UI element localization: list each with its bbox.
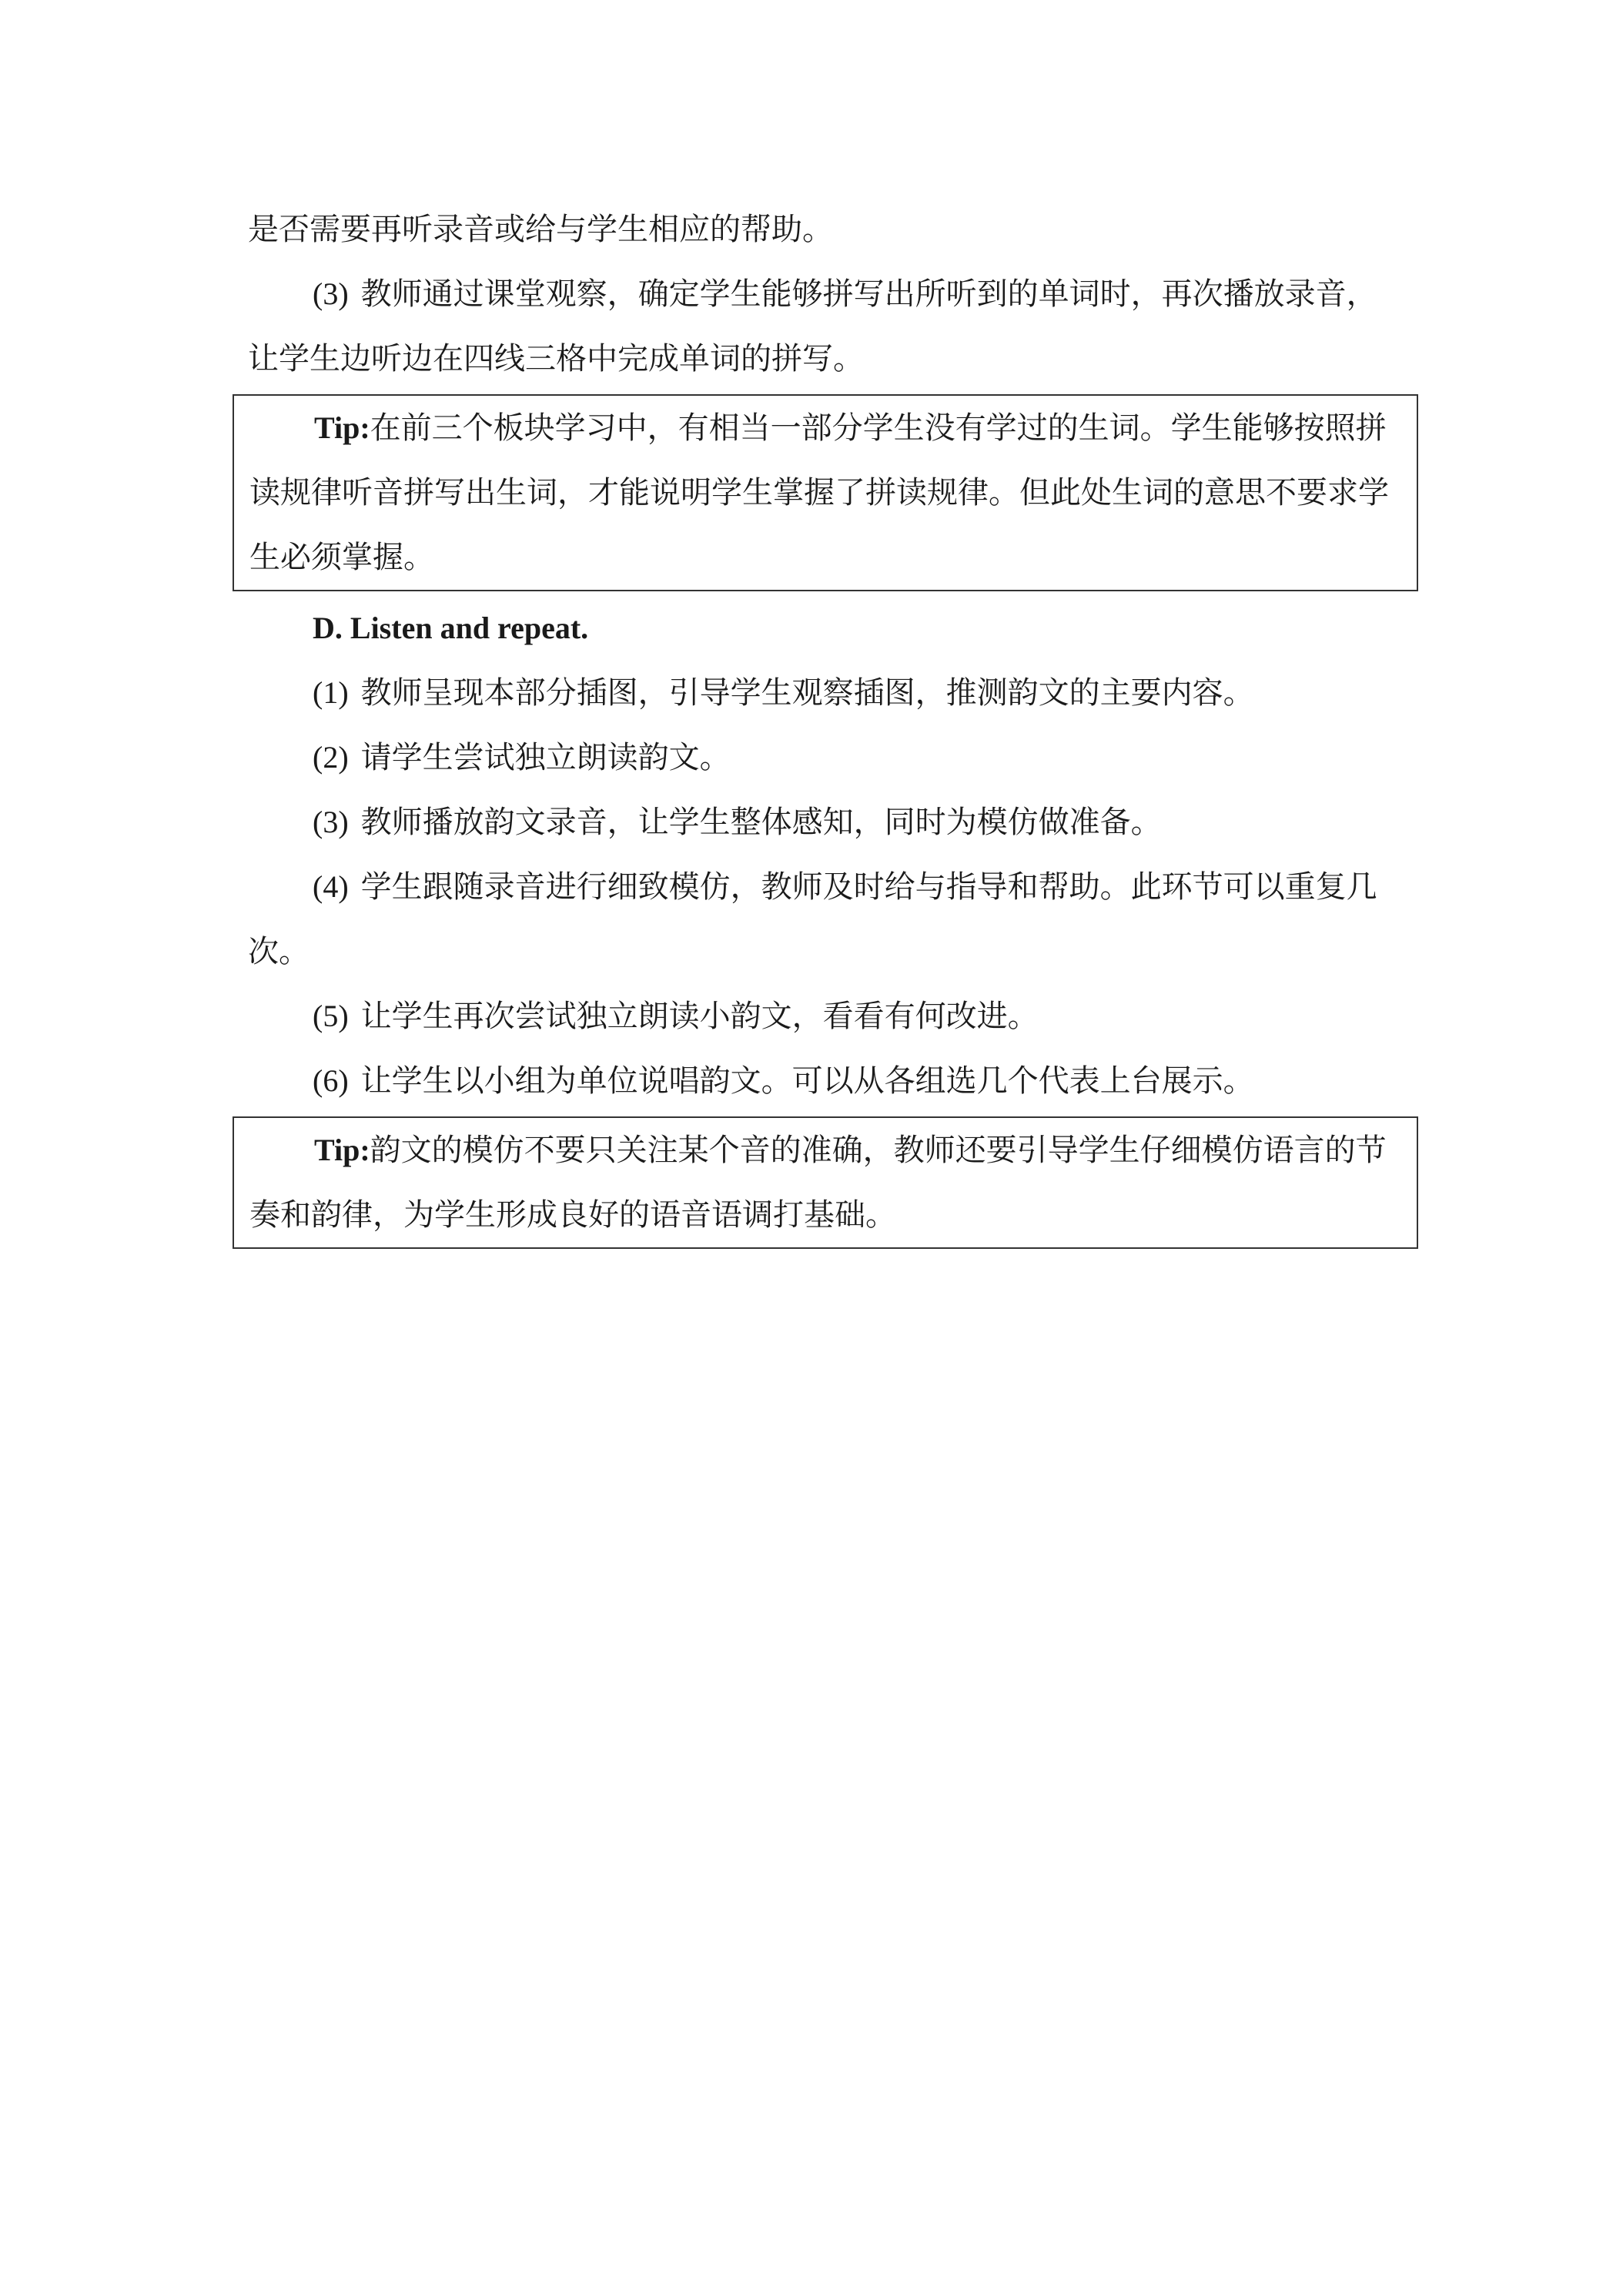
step-number: (3) [313,276,349,311]
step-number: (5) [313,999,349,1033]
step-item [248,661,1403,725]
step-item [248,725,1403,790]
paragraph-continuation: 是否需要再听录音或给与学生相应的帮助。 [248,212,833,247]
step-item [248,1049,1403,1113]
step-number: (3) [313,805,349,839]
tip-paragraph [249,1118,1401,1247]
tip-label: Tip: [314,1133,370,1167]
step-text: 让学生以小组为单位说唱韵文。可以从各组选几个代表上台展示。 [360,1063,1254,1099]
tip-box-2 [233,1116,1418,1249]
step-text: 教师呈现本部分插图，引导学生观察插图，推测韵文的主要内容。 [360,675,1254,711]
tip-paragraph [249,396,1401,590]
section-heading-d: D. Listen and repeat. [313,611,589,645]
step-item [248,984,1403,1049]
tip-text: 在前三个板块学习中，有相当一部分学生没有学过的生词。学生能够按照拼读规律听音拼写出生词，才能说明学生掌握了拼读规律。但此处生词的意思不要求学生必须掌握。 [249,410,1389,575]
step-text: 教师播放韵文录音，让学生整体感知，同时为模仿做准备。 [360,805,1162,840]
step-item [248,855,1403,984]
tip-box-1 [233,394,1418,591]
step-text: 学生跟随录音进行细致模仿，教师及时给与指导和帮助。此环节可以重复几次。 [248,869,1377,969]
document-page [248,197,1403,1253]
step-item [248,790,1403,855]
step-number: (6) [313,1063,349,1098]
step-number: (1) [313,675,349,710]
tip-label: Tip: [314,410,370,445]
paragraph-step-3 [248,262,1403,391]
step-number: (2) [313,740,349,775]
step-text: 请学生尝试独立朗读韵文。 [360,740,731,775]
tip-text: 韵文的模仿不要只关注某个音的准确，教师还要引导学生仔细模仿语言的节奏和韵律，为学生形成良好的语音语调打基础。 [249,1133,1387,1233]
step-text: 教师通过课堂观察，确定学生能够拼写出所听到的单词时，再次播放录音，让学生边听边在四线三格中完成单词的拼写。 [248,276,1377,377]
step-number: (4) [313,869,349,904]
step-text: 让学生再次尝试独立朗读小韵文，看看有何改进。 [360,999,1039,1034]
